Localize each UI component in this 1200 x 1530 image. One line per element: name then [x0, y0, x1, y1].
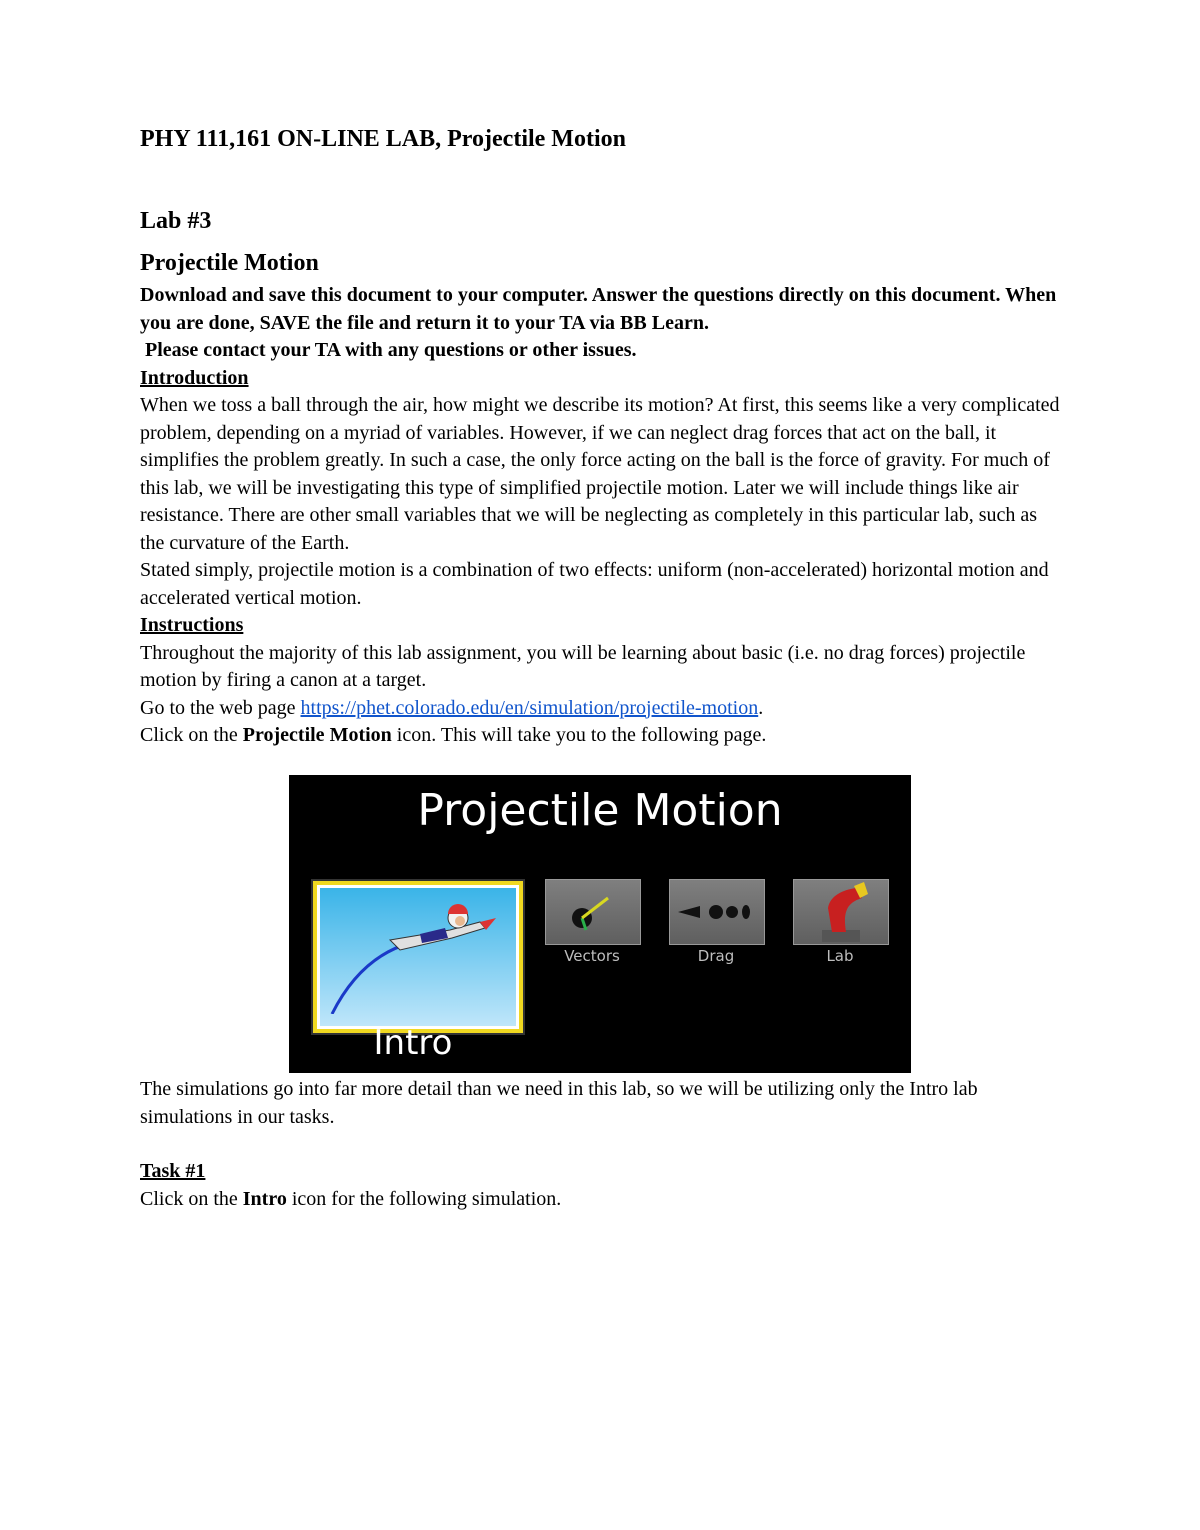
intro-section: [140, 282, 1060, 750]
click-bold: Projectile Motion: [242, 724, 392, 746]
goto-suffix: .: [758, 696, 764, 719]
lab-label: Lab: [826, 947, 854, 965]
click-prefix: Click on the: [140, 724, 243, 746]
document-title: PHY 111,161 ON-LINE LAB, Projectile Motion: [140, 126, 626, 152]
after-figure-paragraph: The simulations go into far more detail than we need in this lab, so we will be utilizing only the Intro lab simulations in our tasks.: [140, 1078, 978, 1128]
lab-card[interactable]: [793, 879, 889, 945]
instructions-paragraph: Throughout the majority of this lab assignment, you will be learning about basic (i.e. no drag forces) projectile motion by firing a canon at a target.: [140, 641, 1026, 691]
phet-link[interactable]: https://phet.colorado.edu/en/simulation/projectile-motion: [300, 696, 759, 719]
drag-shapes-icon: [670, 880, 764, 944]
task1-bold: Intro: [242, 1187, 287, 1210]
lab-subtitle: Projectile Motion: [140, 250, 319, 276]
blank-line: [140, 1131, 1060, 1158]
lab-number-heading: Lab #3: [140, 208, 212, 234]
cannon-icon: [794, 880, 888, 944]
task1-suffix: icon for the following simulation.: [286, 1187, 562, 1210]
vectors-card[interactable]: [545, 879, 641, 945]
instructions-heading: Instructions: [140, 614, 244, 636]
intro-card-image: [320, 888, 516, 1026]
task1-heading: Task #1: [140, 1160, 206, 1182]
goto-prefix: Go to the web page: [140, 696, 301, 719]
intro-card[interactable]: [313, 881, 523, 1033]
phet-screenshot-figure: [289, 775, 911, 1073]
drag-card[interactable]: [669, 879, 765, 945]
introduction-paragraph: When we toss a ball through the air, how might we describe its motion? At first, this seems like a very complicated problem, depending on a myriad of variables. However, if we can neglect drag forces that act on the ball, it simplifies the problem greatly. In such a case, the only force acting on the ball is the force of gravity. For much of this lab, we will be investigating this type of simplified projectile motion. Later we will include things like air resistance. There are other small variables that we will be neglecting as completely in this particular lab, such as the curvature of the Earth.: [140, 394, 1060, 554]
contact-note: Please contact your TA with any questions or other issues.: [140, 339, 637, 361]
figure-title: Projectile Motion: [417, 785, 783, 836]
after-figure-section: [140, 1076, 1060, 1213]
drag-label: Drag: [697, 947, 735, 965]
download-instructions: Download and save this document to your computer. Answer the questions directly on this document. When you are done, SAVE the file and return it to your TA via BB Learn.: [140, 284, 1057, 334]
introduction-heading: Introduction: [140, 366, 249, 389]
superhero-trajectory-icon: [320, 888, 504, 1014]
vectors-icon: [546, 880, 640, 944]
click-suffix: icon. This will take you to the following page.: [391, 724, 767, 746]
task1-line: [140, 1186, 1060, 1214]
task1-prefix: Click on the: [140, 1187, 243, 1210]
vectors-label: Vectors: [564, 947, 620, 965]
goto-line: [140, 695, 1060, 723]
intro-label: Intro: [373, 1023, 453, 1063]
click-line: [140, 722, 1060, 750]
stated-simply-paragraph: Stated simply, projectile motion is a combination of two effects: uniform (non-accelerated) horizontal motion and accelerated vertical motion.: [140, 559, 1049, 609]
